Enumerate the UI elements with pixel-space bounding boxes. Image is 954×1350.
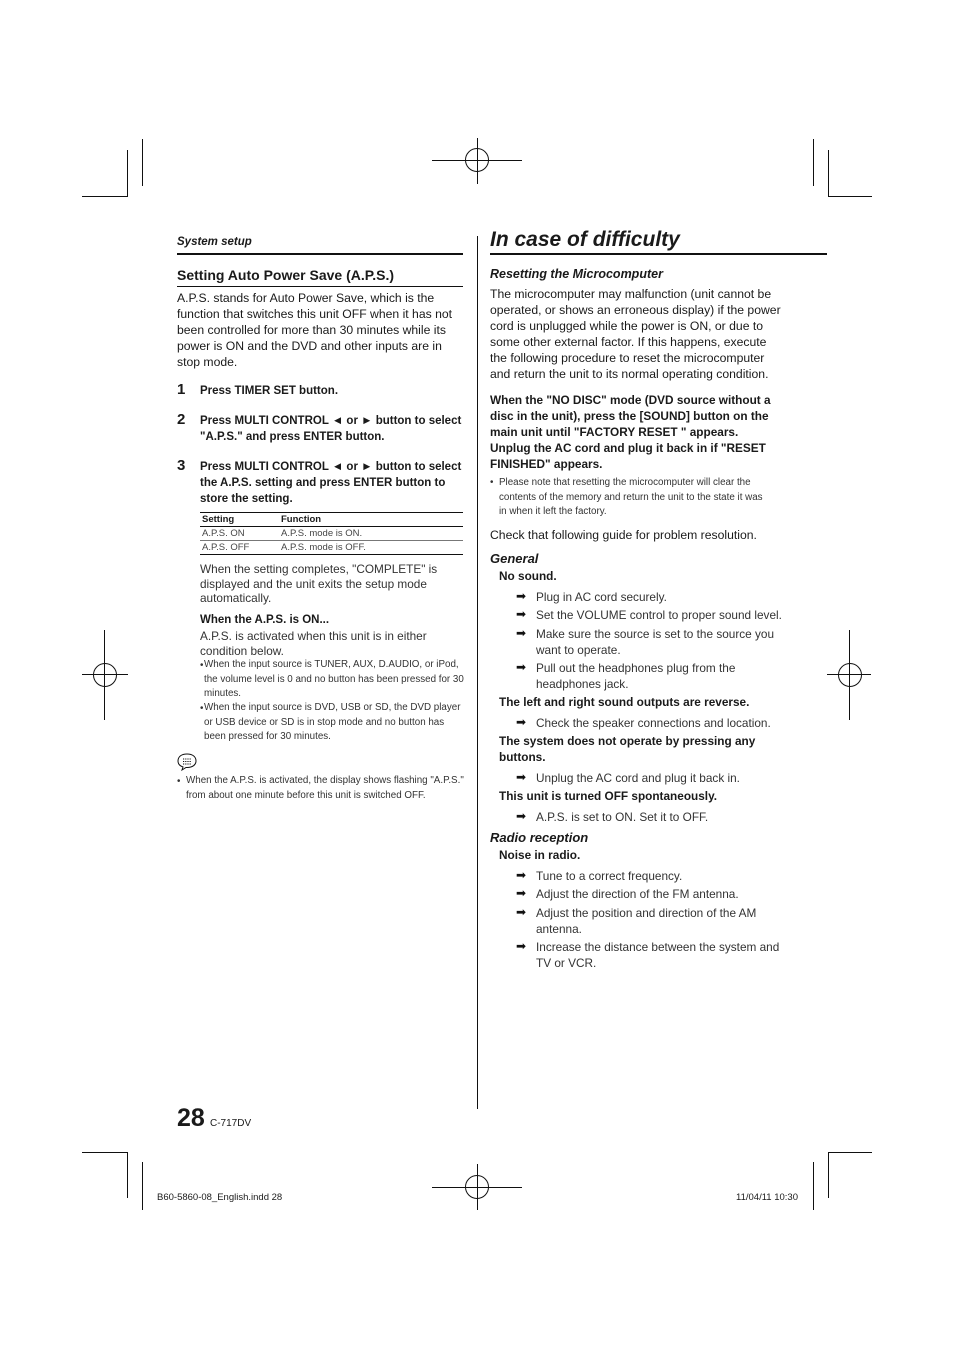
arrow-icon: ➡ [516, 626, 527, 640]
reset-heading: Resetting the Microcomputer [490, 267, 663, 281]
note-icon [176, 752, 198, 772]
arrow-icon: ➡ [516, 607, 527, 621]
arrow-icon: ➡ [516, 770, 527, 784]
problem-title: No sound. [499, 569, 557, 583]
arrow-icon: ➡ [516, 939, 527, 953]
solution-text: Make sure the source is set to the source you want to operate. [536, 627, 775, 657]
page-number: 28 [177, 1104, 205, 1132]
radio-heading: Radio reception [490, 830, 589, 845]
solution-text: Tune to a correct frequency. [536, 869, 683, 883]
step-1-text: Press TIMER SET button. [200, 385, 339, 397]
arrow-icon: ➡ [516, 886, 527, 900]
arrow-icon: ➡ [516, 660, 527, 674]
step-1-number: 1 [177, 381, 186, 398]
arrow-icon: ➡ [516, 715, 527, 729]
general-heading: General [490, 551, 539, 566]
title-rule [490, 253, 827, 255]
problem-title: The left and right sound outputs are reverse. [499, 695, 750, 709]
page-title: In case of difficulty [490, 228, 680, 251]
table-cell: A.P.S. ON [202, 528, 245, 539]
solution-text: Check the speaker connections and location. [536, 716, 771, 730]
check-text: Check that following guide for problem resolution. [490, 528, 757, 542]
solution-text: Unplug the AC cord and plug it back in. [536, 771, 740, 785]
arrow-icon: ➡ [516, 905, 527, 919]
section-rule [177, 253, 463, 255]
arrow-icon: ➡ [516, 809, 527, 823]
step-2-number: 2 [177, 411, 186, 428]
problem-title: The system does not operate by pressing any buttons. [499, 734, 756, 764]
table-header-function: Function [281, 514, 322, 525]
arrow-icon: ➡ [516, 589, 527, 603]
solution-text: Adjust the direction of the FM antenna. [536, 887, 739, 901]
heading-rule [177, 286, 463, 287]
problem-title: This unit is turned OFF spontaneously. [499, 789, 718, 803]
model-number: C-717DV [210, 1118, 252, 1129]
table-cell: A.P.S. mode is ON. [281, 528, 363, 539]
reset-note: Please note that resetting the microcomputer will clear the contents of the memory and return the unit to the state it was in when it left the factory. [499, 477, 763, 517]
arrow-icon: ➡ [516, 868, 527, 882]
column-divider [477, 236, 478, 1109]
footer-file: B60-5860-08_English.indd 28 [157, 1192, 283, 1203]
aps-note: When the A.P.S. is activated, the display shows flashing "A.P.S." from about one minute before this unit is switched OFF. [186, 775, 464, 801]
reset-text: The microcomputer may malfunction (unit cannot be operated, or shows an erroneous display) if the power cord is unplugged while the power is ON, or due to some other external factor. If this happens, execute the following procedure to reset the microcomputer and return the unit to its normal operating condition. [490, 287, 781, 381]
table-cell: A.P.S. OFF [202, 542, 250, 553]
aps-heading: Setting Auto Power Save (A.P.S.) [177, 267, 395, 283]
problem-title: Noise in radio. [499, 848, 581, 862]
table-cell: A.P.S. mode is OFF. [281, 542, 366, 553]
aps-bullet: When the input source is DVD, USB or SD, the DVD player or USB device or SD is in stop mode and no button has been pressed for 30 minutes. [204, 702, 461, 742]
complete-text: When the setting completes, "COMPLETE" is displayed and the unit exits the setup mode automatically. [200, 562, 438, 605]
aps-bullet: When the input source is TUNER, AUX, D.AUDIO, or iPod, the volume level is 0 and no button has been pressed for 30 minutes. [204, 659, 464, 699]
step-3-text: Press MULTI CONTROL ◄ or ► button to select the A.P.S. setting and press ENTER button to store the setting. [200, 461, 462, 505]
footer-date: 11/04/11 10:30 [736, 1192, 798, 1203]
reset-instructions: When the "NO DISC" mode (DVD source without a disc in the unit), press the [SOUND] button on the main unit until "FACTORY RESET " appears. Unplug the AC cord and plug it back in if "RESET FINISHED" appears. [490, 393, 771, 471]
solution-text: A.P.S. is set to ON. Set it to OFF. [536, 810, 709, 824]
aps-on-heading: When the A.P.S. is ON... [200, 614, 330, 626]
aps-intro: A.P.S. stands for Auto Power Save, which is the function that switches this unit OFF when it has not been controlled for more than 30 minutes while its power is ON and the DVD and other inputs are in stop mode. [177, 291, 453, 369]
aps-on-text: A.P.S. is activated when this unit is in either condition below. [200, 629, 427, 658]
solution-text: Increase the distance between the system and TV or VCR. [536, 940, 780, 970]
section-label: System setup [177, 236, 252, 248]
step-2-text: Press MULTI CONTROL ◄ or ► button to select "A.P.S." and press ENTER button. [200, 415, 462, 443]
solution-text: Set the VOLUME control to proper sound level. [536, 608, 782, 622]
table-header-setting: Setting [202, 514, 235, 525]
step-3-number: 3 [177, 457, 186, 474]
solution-text: Pull out the headphones plug from the headphones jack. [536, 661, 736, 691]
solution-text: Adjust the position and direction of the AM antenna. [536, 906, 757, 936]
solution-text: Plug in AC cord securely. [536, 590, 667, 604]
